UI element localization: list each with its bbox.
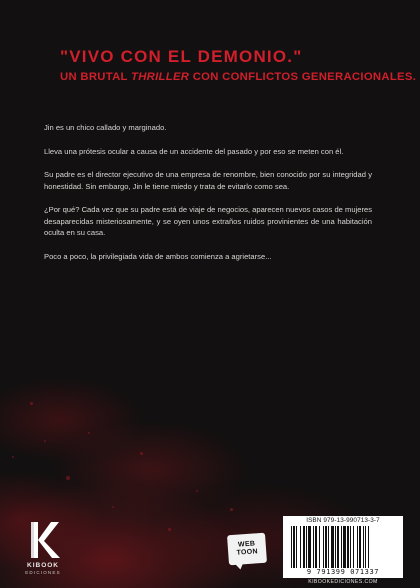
synopsis-paragraph: Lleva una prótesis ocular a causa de un accidente del pasado y por eso se meten con él. (44, 146, 344, 156)
synopsis-paragraph: ¿Por qué? Cada vez que su padre está de viaje de negocios, aparecen nuevos casos de mujeres desaparecidas misteriosamente, y se oyen unos extraños ruidos provinientes de una habitación oculta en su casa. (44, 205, 373, 237)
barcode-bar (306, 526, 307, 568)
barcode-bar (323, 526, 324, 568)
blood-speck (230, 508, 233, 511)
webtoon-logo-icon (227, 533, 267, 566)
blood-speck (44, 440, 46, 442)
barcode-bar (331, 526, 334, 568)
synopsis (44, 122, 372, 274)
barcode-bar (357, 526, 358, 568)
publisher-subtitle: EDICIONES (25, 570, 61, 575)
barcode-digits: 9 791399 071337 (306, 568, 380, 576)
tagline (60, 46, 417, 86)
barcode-bar (347, 526, 349, 568)
barcode-bar (335, 526, 336, 568)
tagline-subtitle-start: UN BRUTAL (60, 71, 131, 83)
tagline-quote: "VIVO CON EL DEMONIO." (60, 47, 303, 66)
barcode-bar (368, 526, 369, 568)
isbn-text: ISBN 979-13-990713-3-7 (306, 517, 380, 524)
barcode-bar (303, 526, 305, 568)
barcode-bar (308, 526, 311, 568)
barcode-bars (289, 526, 397, 568)
tagline-subtitle-emphasis: THRILLER (131, 71, 190, 83)
blood-speck (168, 528, 171, 531)
barcode-bar (328, 526, 329, 568)
blood-speck (30, 402, 33, 405)
barcode-bar (319, 526, 320, 568)
blood-speck (112, 506, 114, 508)
blood-speck (196, 490, 198, 492)
barcode-bar (343, 526, 346, 568)
barcode-bar (359, 526, 361, 568)
barcode-bar (350, 526, 351, 568)
barcode (283, 516, 403, 578)
publisher-name: KIBOOK (27, 562, 59, 569)
barcode-bar (293, 526, 295, 568)
blood-speck (88, 432, 90, 434)
barcode-bar (325, 526, 327, 568)
barcode-bar (315, 526, 317, 568)
barcode-bar (300, 526, 301, 568)
synopsis-paragraph: Jin es un chico callado y marginado. (44, 123, 167, 132)
blood-speck (12, 456, 14, 458)
synopsis-paragraph: Su padre es el director ejecutivo de una empresa de renombre, bien conocido por su integridad y honestidad. Sin embargo, Jin le tiene miedo y trata de evitarlo como sea. (44, 170, 372, 191)
barcode-bar (353, 526, 354, 568)
tagline-subtitle (60, 68, 417, 86)
barcode-bar (341, 526, 342, 568)
barcode-bar (337, 526, 339, 568)
webtoon-logo-line2: TOON (236, 548, 259, 557)
blood-speck (66, 476, 70, 480)
synopsis-paragraph: Poco a poco, la privilegiada vida de ambos comienza a agrietarse... (44, 251, 272, 261)
barcode-bar (365, 526, 366, 568)
webtoon-logo-line1: WEB (237, 540, 256, 549)
tagline-subtitle-end: CON CONFLICTOS GENERACIONALES. (189, 71, 417, 83)
barcode-bar (313, 526, 314, 568)
barcode-bar (291, 526, 292, 568)
barcode-bar (363, 526, 364, 568)
blood-speck (140, 452, 143, 455)
publisher-website: KIBOOKEDICIONES.COM (308, 579, 378, 585)
barcode-bar (296, 526, 297, 568)
